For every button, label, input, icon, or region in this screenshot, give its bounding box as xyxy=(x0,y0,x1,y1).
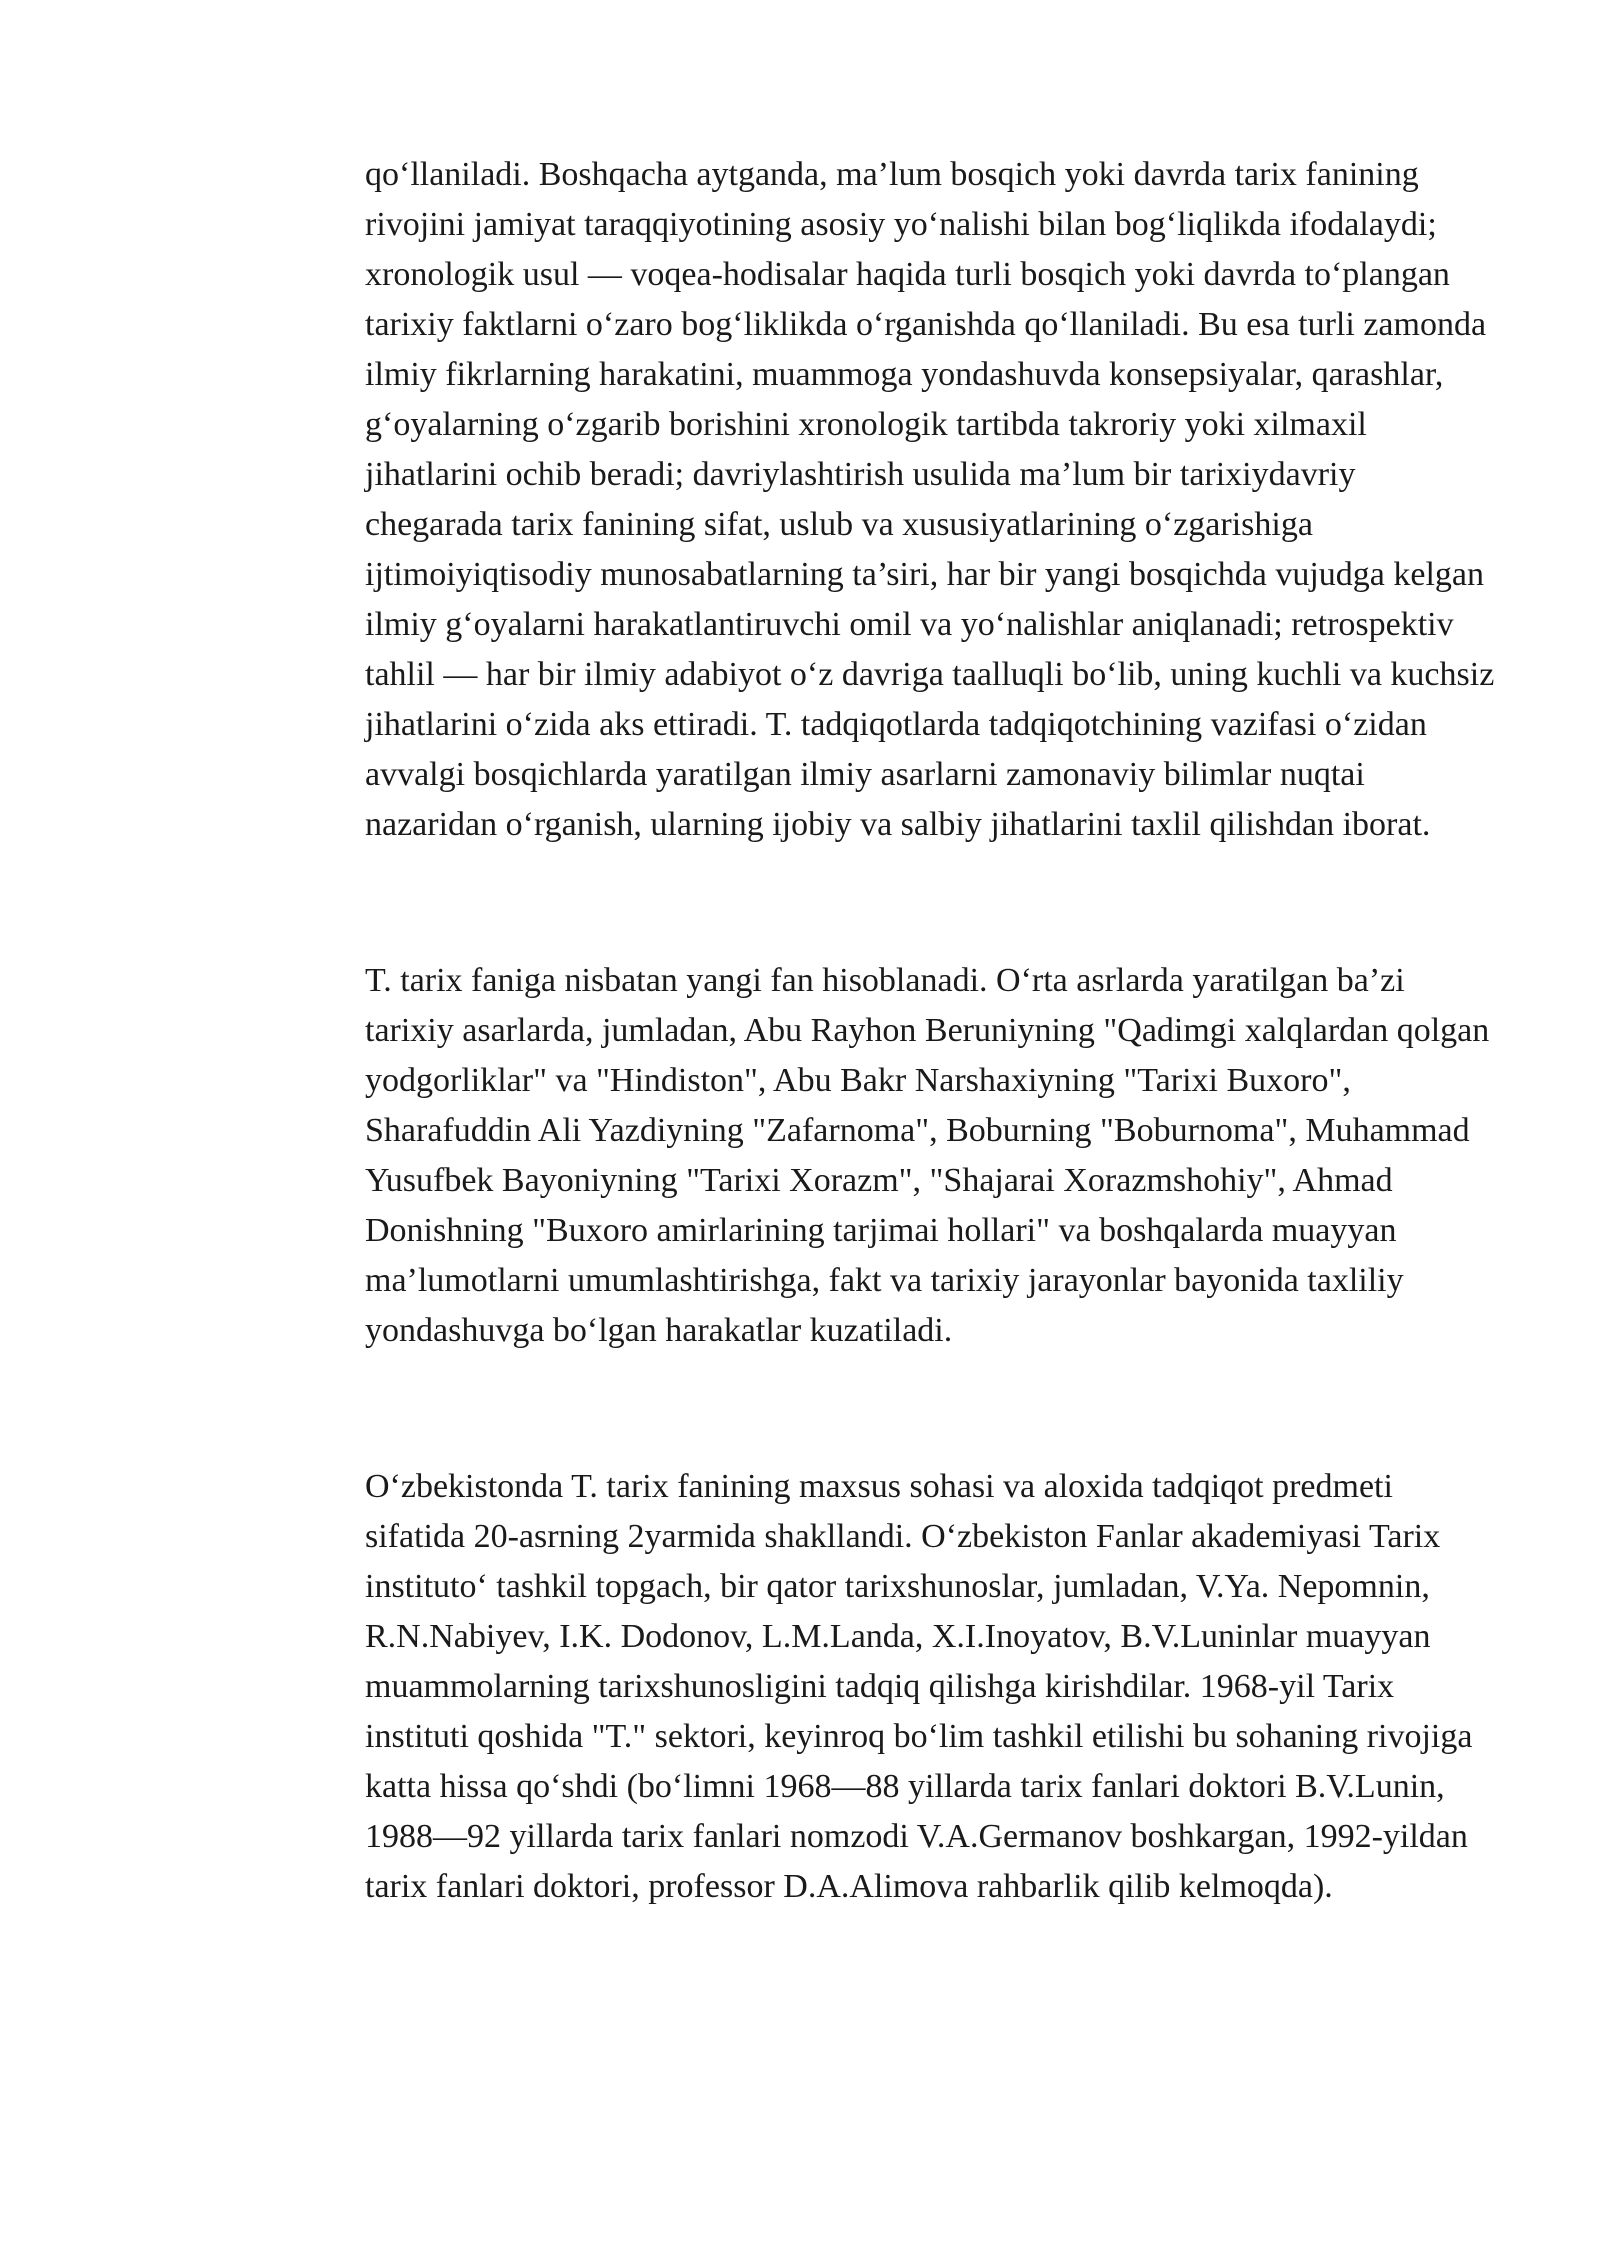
paragraph-uzbekistan-historiography: O‘zbekistonda T. tarix fanining maxsus sohasi va aloxida tadqiqot predmeti sifatida 20-asrning 2yarmida shakllandi. O‘zbekiston Fanlar akademiyasi Tarix instituto‘ tashkil topgach, bir qator tarixshunoslar, jumladan, V.Ya. Nepomnin, R.N.Nabiyev, I.K. Dodonov, L.M.Landa, X.I.Inoyatov, B.V.Luninlar muayyan muammolarning tarixshunosligini tadqiq qilishga kirishdilar. 1968-yil Tarix instituti qoshida "T." sektori, keyinroq bo‘lim tashkil etilishi bu sohaning rivojiga katta hissa qo‘shdi (bo‘limni 1968—88 yillarda tarix fanlari doktori B.V.Lunin, 1988—92 yillarda tarix fanlari nomzodi V.A.Germanov boshkargan, 1992-yildan tarix fanlari doktori, professor D.A.Alimova rahbarlik qilib kelmoqda). xyxy=(365,1468,1473,1905)
paragraph-methods: qo‘llaniladi. Boshqacha aytganda, ma’lum bosqich yoki davrda tarix fanining rivojini jamiyat taraqqiyotining asosiy yo‘nalishi bilan bog‘liqlikda ifodalaydi; xronologik usul — voqea-hodisalar haqida turli bosqich yoki davrda to‘plangan tarixiy faktlarni o‘zaro bog‘liklikda o‘rganishda qo‘llaniladi. Bu esa turli zamonda ilmiy fikrlarning harakatini, muammoga yondashuvda konsepsiyalar, qarashlar, g‘oyalarning o‘zgarib borishini xronologik tartibda takroriy yoki xilmaxil jihatlarini ochib beradi; davriylashtirish usulida ma’lum bir tarixiydavriy chegarada tarix fanining sifat, uslub va xususiyatlarining o‘zgarishiga ijtimoiyiqtisodiy munosabatlarning ta’siri, har bir yangi bosqichda vujudga kelgan ilmiy g‘oyalarni harakatlantiruvchi omil va yo‘nalishlar aniqlanadi; retrospektiv tahlil — har bir ilmiy adabiyot o‘z davriga taalluqli bo‘lib, uning kuchli va kuchsiz jihatlarini o‘zida aks ettiradi. T. tadqiqotlarda tadqiqotchining vazifasi o‘zidan avvalgi bosqichlarda yaratilgan ilmiy asarlarni zamonaviy bilimlar nuqtai nazaridan o‘rganish, ularning ijobiy va salbiy jihatlarini taxlil qilishdan iborat. xyxy=(365,156,1495,843)
paragraph-historiography-origins: T. tarix faniga nisbatan yangi fan hisoblanadi. O‘rta asrlarda yaratilgan ba’zi tarixiy asarlarda, jumladan, Abu Rayhon Beruniyning "Qadimgi xalqlardan qolgan yodgorliklar" va "Hindiston", Abu Bakr Narshaxiyning "Tarixi Buxoro", Sharafuddin Ali Yazdiyning "Zafarnoma", Boburning "Boburnoma", Muhammad Yusufbek Bayoniyning "Tarixi Xorazm", "Shajarai Xorazmshohiy", Ahmad Donishning "Buxoro amirlarining tarjimai hollari" va boshqalarda muayyan ma’lumotlarni umumlashtirishga, fakt va tarixiy jarayonlar bayonida taxliliy yondashuvga bo‘lgan harakatlar kuzatiladi. xyxy=(365,962,1490,1349)
document-page xyxy=(365,150,1495,1912)
